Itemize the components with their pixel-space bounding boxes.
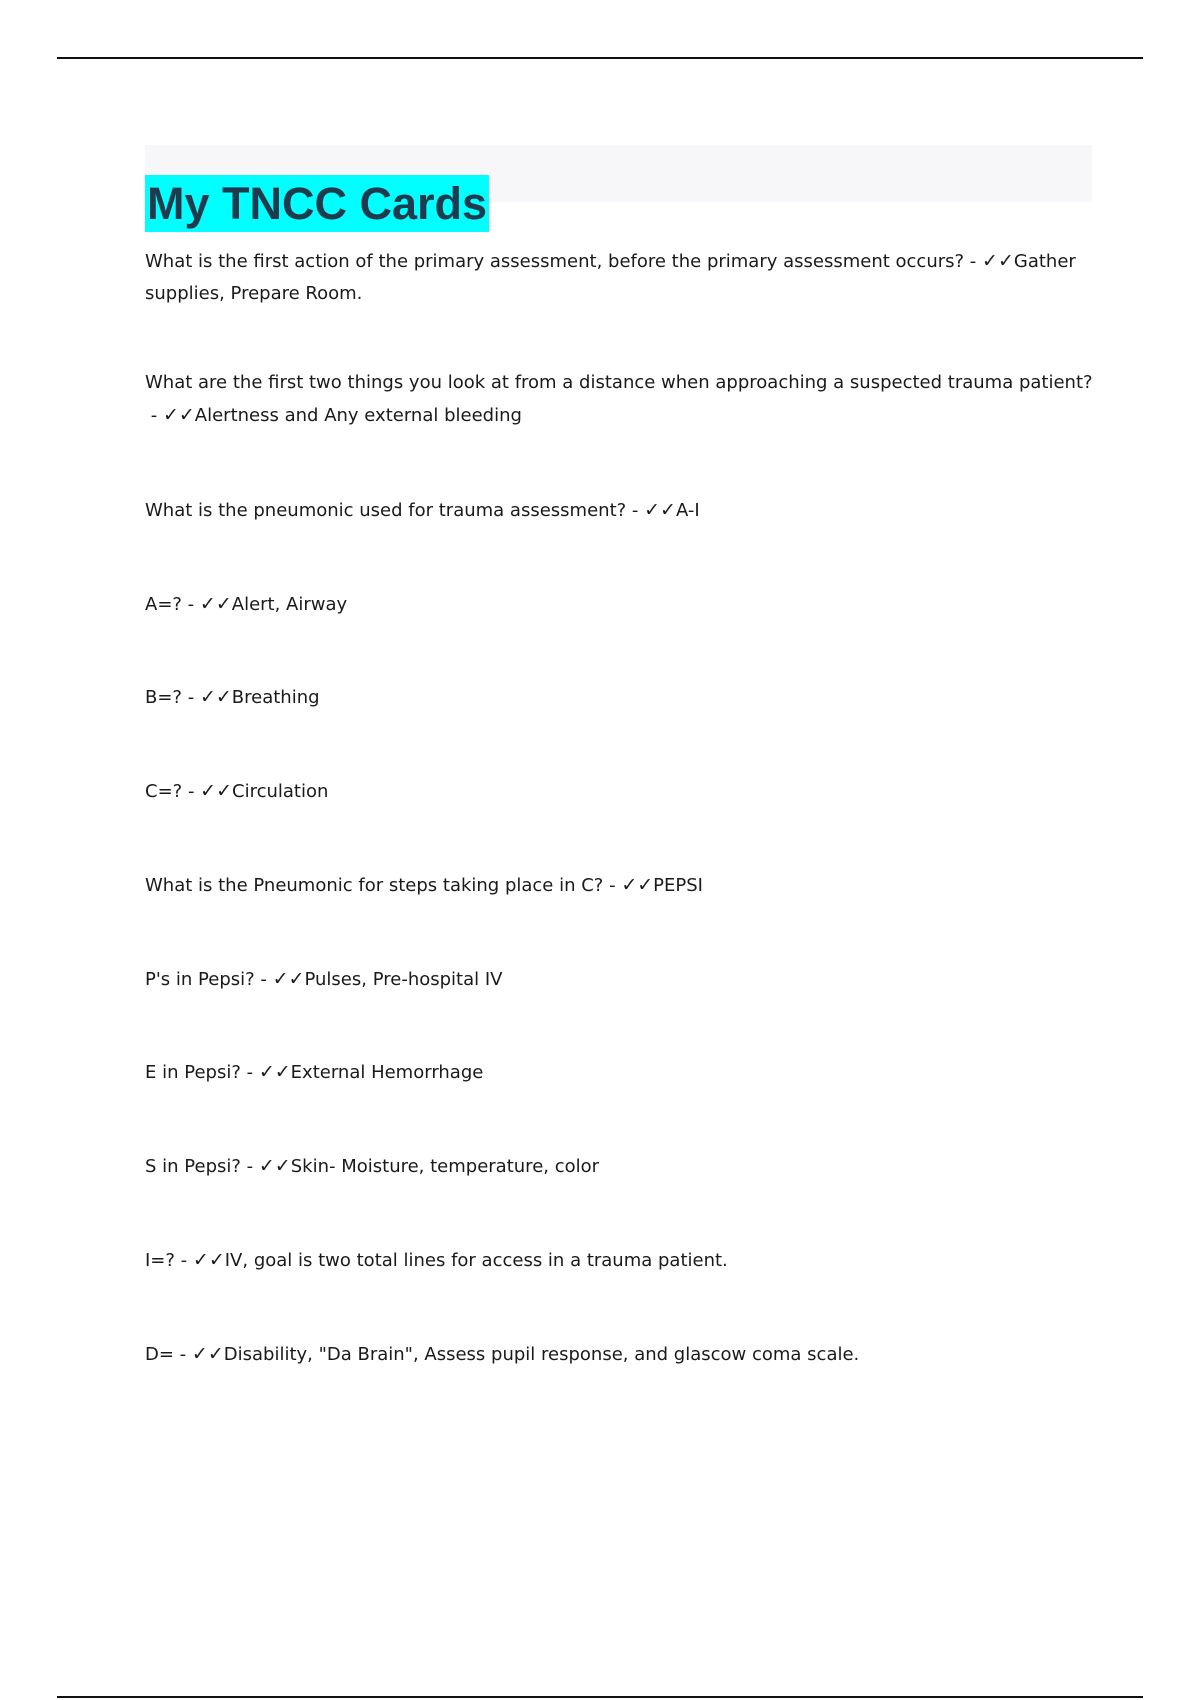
card-answer: Disability, "Da Brain", Assess pupil response, and glascow coma scale.	[223, 1344, 860, 1365]
card-answer: Gather supplies, Prepare Room.	[145, 251, 1076, 304]
bottom-rule	[57, 1696, 1143, 1698]
card-separator: -	[240, 1156, 259, 1177]
card-answer: External Hemorrhage	[290, 1062, 484, 1083]
card-question: P's in Pepsi?	[145, 969, 255, 990]
flashcard-item	[145, 681, 1095, 714]
card-answer: Pulses, Pre-hospital IV	[304, 969, 503, 990]
double-check-icon: ✓✓	[258, 1155, 291, 1177]
double-check-icon: ✓✓	[258, 1061, 291, 1083]
card-separator: -	[174, 1250, 193, 1271]
flashcard-item	[145, 588, 1095, 621]
card-answer: Breathing	[231, 687, 320, 708]
card-question: What is the first action of the primary assessment, before the primary assessment occurs?	[145, 251, 965, 272]
double-check-icon: ✓✓	[200, 780, 233, 802]
double-check-icon: ✓✓	[621, 874, 654, 896]
card-separator: -	[182, 781, 201, 802]
card-separator: -	[181, 594, 200, 615]
double-check-icon: ✓✓	[272, 968, 305, 990]
card-separator: -	[964, 251, 983, 272]
double-check-icon: ✓✓	[192, 1249, 225, 1271]
flashcard-item	[145, 1244, 1095, 1277]
card-answer: Circulation	[232, 781, 329, 802]
card-question: What is the Pneumonic for steps taking place in C?	[145, 875, 604, 896]
flashcard-item	[145, 494, 1095, 527]
card-separator: -	[145, 405, 163, 426]
card-question: What is the pneumonic used for trauma assessment?	[145, 500, 627, 521]
card-answer: PEPSI	[653, 875, 703, 896]
flashcard-item	[145, 367, 1095, 432]
double-check-icon: ✓✓	[644, 499, 676, 521]
card-question: D=	[145, 1344, 174, 1365]
page-title: My TNCC Cards	[145, 175, 489, 232]
double-check-icon: ✓✓	[199, 686, 232, 708]
card-separator: -	[240, 1062, 259, 1083]
card-answer: Alertness and Any external bleeding	[194, 405, 522, 426]
card-question: S in Pepsi?	[145, 1156, 241, 1177]
card-question: E in Pepsi?	[145, 1062, 241, 1083]
flashcard-item	[145, 775, 1095, 808]
double-check-icon: ✓✓	[162, 404, 195, 426]
card-separator: -	[254, 969, 273, 990]
double-check-icon: ✓✓	[982, 250, 1014, 272]
card-answer: Alert, Airway	[231, 594, 348, 615]
card-question: C=?	[145, 781, 183, 802]
flashcard-item	[145, 1056, 1095, 1089]
card-separator: -	[603, 875, 622, 896]
double-check-icon: ✓✓	[191, 1343, 224, 1365]
flashcard-item	[145, 1150, 1095, 1183]
card-separator: -	[626, 500, 645, 521]
card-separator: -	[173, 1344, 192, 1365]
card-answer: IV, goal is two total lines for access in a trauma patient.	[224, 1250, 728, 1271]
card-question: What are the first two things you look at from a distance when approaching a suspected trauma patient?	[145, 372, 1093, 393]
flashcard-item	[145, 869, 1095, 902]
card-answer: A-I	[675, 500, 700, 521]
card-question: I=?	[145, 1250, 175, 1271]
flashcard-item	[145, 963, 1095, 996]
card-answer: Skin- Moisture, temperature, color	[290, 1156, 600, 1177]
flashcard-item	[145, 245, 1095, 310]
flashcard-item	[145, 1338, 1095, 1371]
top-rule	[57, 57, 1143, 59]
card-question: A=?	[145, 594, 182, 615]
card-separator: -	[181, 687, 200, 708]
double-check-icon: ✓✓	[199, 593, 232, 615]
card-question: B=?	[145, 687, 182, 708]
